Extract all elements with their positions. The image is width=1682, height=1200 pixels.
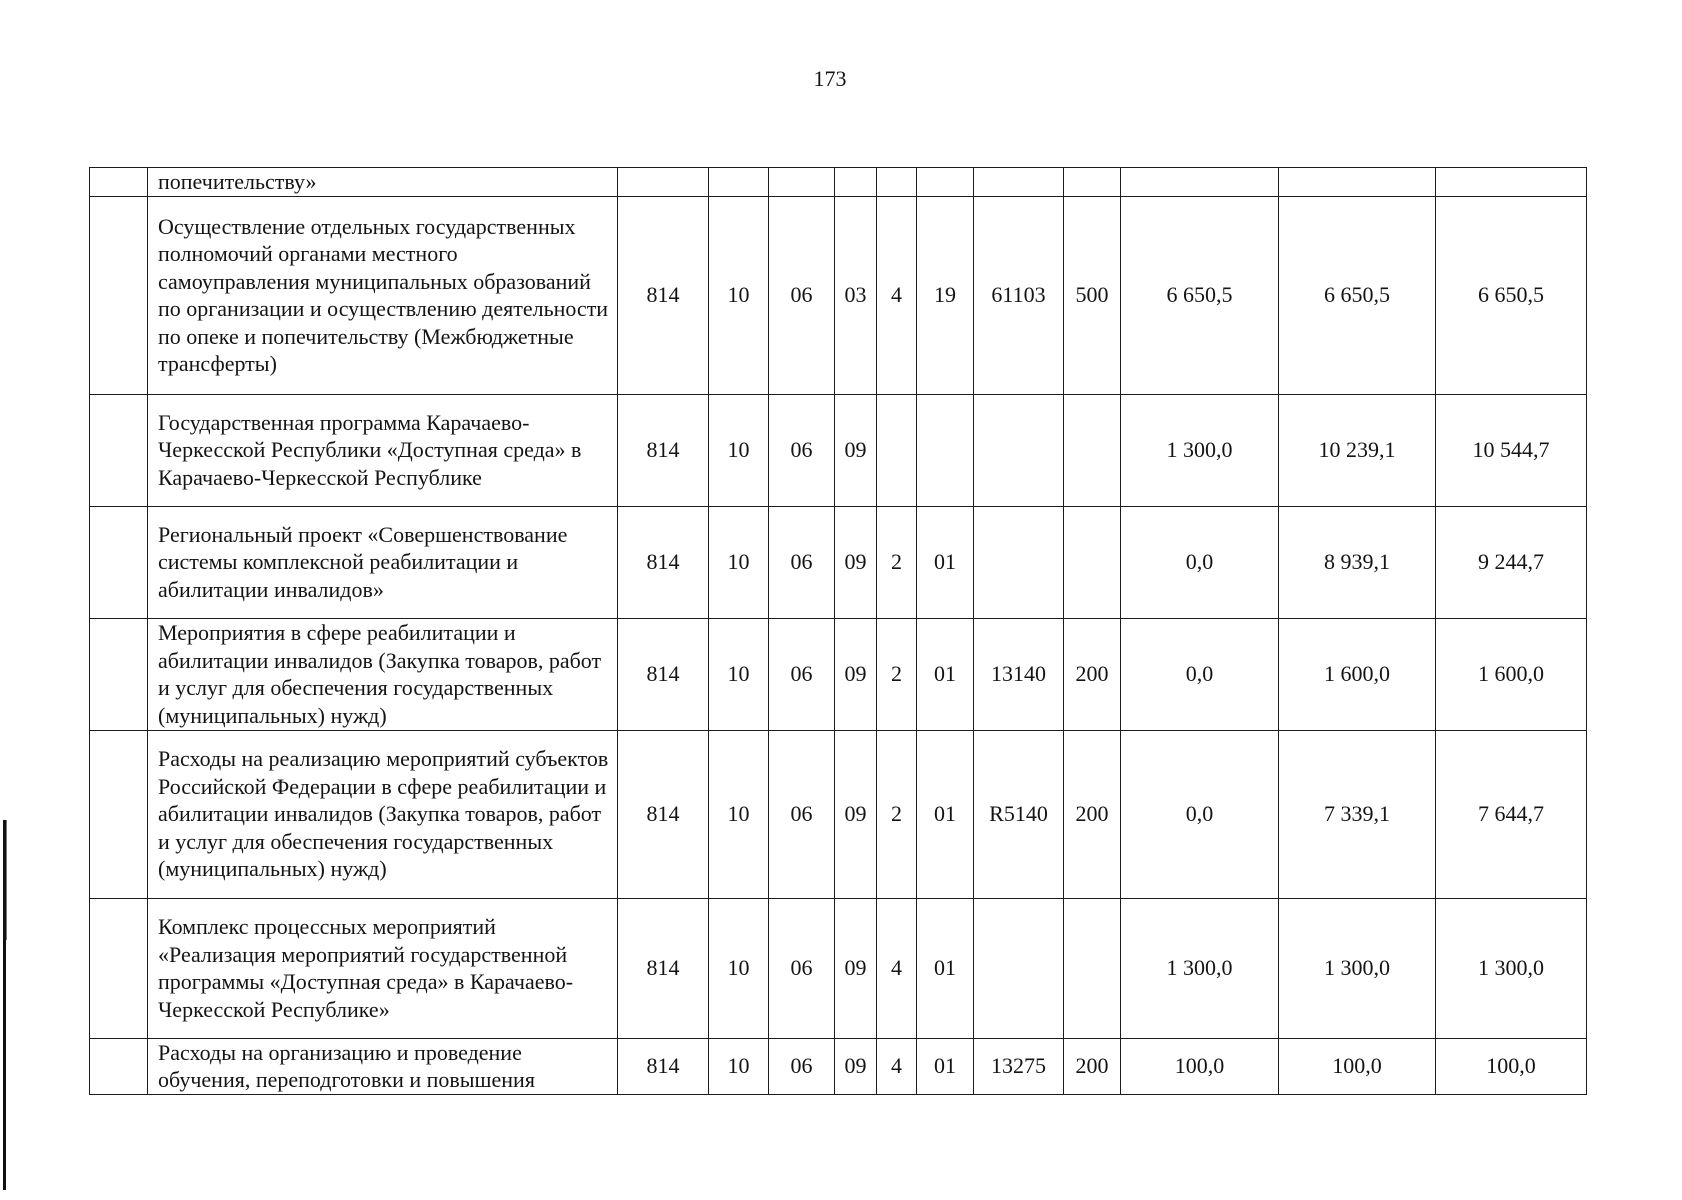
amount-year3: 7 644,7 <box>1436 730 1587 898</box>
direction-code <box>974 394 1064 506</box>
row-number-cell <box>90 618 148 730</box>
amount-year3: 1 600,0 <box>1436 618 1587 730</box>
gr-code: 814 <box>618 506 709 618</box>
row-number-cell <box>90 168 148 197</box>
amount-year1: 1 300,0 <box>1121 394 1279 506</box>
amount-year3: 10 544,7 <box>1436 394 1587 506</box>
section-code: 10 <box>709 618 769 730</box>
expense-type-code: 200 <box>1064 730 1121 898</box>
program-type-code: 2 <box>877 730 917 898</box>
amount-year3: 100,0 <box>1436 1038 1587 1094</box>
structure-code: 01 <box>917 618 974 730</box>
amount-year2: 7 339,1 <box>1279 730 1436 898</box>
scan-margin-line-faint <box>6 820 7 940</box>
row-name: Комплекс процессных мероприятий «Реализация мероприятий государственной программы «Доступная среда» в Карачаево-Черкесской Республике» <box>148 898 618 1038</box>
section-code: 10 <box>709 394 769 506</box>
row-name: Расходы на организацию и проведение обучения, переподготовки и повышения <box>148 1038 618 1094</box>
row-number-cell <box>90 394 148 506</box>
expense-type-code <box>1064 168 1121 197</box>
expense-type-code: 500 <box>1064 196 1121 394</box>
program-type-code <box>877 394 917 506</box>
gr-code: 814 <box>618 730 709 898</box>
budget-table <box>89 167 1587 1095</box>
direction-code: 61103 <box>974 196 1064 394</box>
amount-year3: 9 244,7 <box>1436 506 1587 618</box>
subsection-code: 06 <box>769 618 835 730</box>
direction-code <box>974 168 1064 197</box>
amount-year2: 1 300,0 <box>1279 898 1436 1038</box>
table-row <box>90 506 1587 618</box>
section-code: 10 <box>709 506 769 618</box>
program-code: 09 <box>835 506 877 618</box>
row-number-cell <box>90 196 148 394</box>
row-name: Расходы на реализацию мероприятий субъектов Российской Федерации в сфере реабилитации и абилитации инвалидов (Закупка товаров, работ и услуг для обеспечения государственных (муниципальных) нужд) <box>148 730 618 898</box>
table-row <box>90 196 1587 394</box>
row-number-cell <box>90 730 148 898</box>
structure-code: 01 <box>917 506 974 618</box>
amount-year3: 6 650,5 <box>1436 196 1587 394</box>
row-name: Региональный проект «Совершенствование системы комплексной реабилитации и абилитации инвалидов» <box>148 506 618 618</box>
section-code <box>709 168 769 197</box>
amount-year2 <box>1279 168 1436 197</box>
section-code: 10 <box>709 898 769 1038</box>
amount-year1: 0,0 <box>1121 506 1279 618</box>
row-number-cell <box>90 506 148 618</box>
expense-type-code <box>1064 394 1121 506</box>
amount-year1: 0,0 <box>1121 730 1279 898</box>
row-name: попечительству» <box>148 168 618 197</box>
expense-type-code: 200 <box>1064 618 1121 730</box>
section-code: 10 <box>709 730 769 898</box>
program-type-code: 4 <box>877 898 917 1038</box>
structure-code: 01 <box>917 730 974 898</box>
program-type-code: 4 <box>877 1038 917 1094</box>
gr-code <box>618 168 709 197</box>
amount-year2: 6 650,5 <box>1279 196 1436 394</box>
table-row <box>90 618 1587 730</box>
row-name: Осуществление отдельных государственных полномочий органами местного самоуправления муниципальных образований по организации и осуществлению деятельности по опеке и попечительству (Межбюджетные трансферты) <box>148 196 618 394</box>
program-code: 03 <box>835 196 877 394</box>
table-row <box>90 394 1587 506</box>
row-number-cell <box>90 898 148 1038</box>
table-row <box>90 168 1587 197</box>
program-type-code: 2 <box>877 506 917 618</box>
direction-code: 13275 <box>974 1038 1064 1094</box>
amount-year1: 100,0 <box>1121 1038 1279 1094</box>
gr-code: 814 <box>618 1038 709 1094</box>
amount-year2: 100,0 <box>1279 1038 1436 1094</box>
subsection-code: 06 <box>769 898 835 1038</box>
gr-code: 814 <box>618 618 709 730</box>
amount-year1: 1 300,0 <box>1121 898 1279 1038</box>
amount-year2: 8 939,1 <box>1279 506 1436 618</box>
gr-code: 814 <box>618 898 709 1038</box>
program-type-code <box>877 168 917 197</box>
table-body <box>90 168 1587 1095</box>
amount-year3 <box>1436 168 1587 197</box>
subsection-code <box>769 168 835 197</box>
program-code: 09 <box>835 730 877 898</box>
structure-code: 01 <box>917 898 974 1038</box>
table-row <box>90 898 1587 1038</box>
structure-code <box>917 168 974 197</box>
direction-code: R5140 <box>974 730 1064 898</box>
subsection-code: 06 <box>769 196 835 394</box>
program-code: 09 <box>835 1038 877 1094</box>
expense-type-code: 200 <box>1064 1038 1121 1094</box>
program-code <box>835 168 877 197</box>
page-number: 173 <box>813 66 847 91</box>
subsection-code: 06 <box>769 394 835 506</box>
section-code: 10 <box>709 1038 769 1094</box>
row-name: Государственная программа Карачаево-Черкесской Республики «Доступная среда» в Карачаево-Черкесской Республике <box>148 394 618 506</box>
expense-type-code <box>1064 506 1121 618</box>
direction-code: 13140 <box>974 618 1064 730</box>
gr-code: 814 <box>618 394 709 506</box>
table-row <box>90 1038 1587 1094</box>
amount-year2: 1 600,0 <box>1279 618 1436 730</box>
program-type-code: 2 <box>877 618 917 730</box>
amount-year1: 6 650,5 <box>1121 196 1279 394</box>
direction-code <box>974 898 1064 1038</box>
expense-type-code <box>1064 898 1121 1038</box>
amount-year1: 0,0 <box>1121 618 1279 730</box>
row-name: Мероприятия в сфере реабилитации и абилитации инвалидов (Закупка товаров, работ и услуг для обеспечения государственных (муниципальных) нужд) <box>148 618 618 730</box>
structure-code: 01 <box>917 1038 974 1094</box>
amount-year1 <box>1121 168 1279 197</box>
gr-code: 814 <box>618 196 709 394</box>
subsection-code: 06 <box>769 1038 835 1094</box>
structure-code: 19 <box>917 196 974 394</box>
program-code: 09 <box>835 394 877 506</box>
amount-year2: 10 239,1 <box>1279 394 1436 506</box>
subsection-code: 06 <box>769 506 835 618</box>
direction-code <box>974 506 1064 618</box>
subsection-code: 06 <box>769 730 835 898</box>
table-row <box>90 730 1587 898</box>
amount-year3: 1 300,0 <box>1436 898 1587 1038</box>
program-type-code: 4 <box>877 196 917 394</box>
row-number-cell <box>90 1038 148 1094</box>
structure-code <box>917 394 974 506</box>
section-code: 10 <box>709 196 769 394</box>
program-code: 09 <box>835 618 877 730</box>
program-code: 09 <box>835 898 877 1038</box>
